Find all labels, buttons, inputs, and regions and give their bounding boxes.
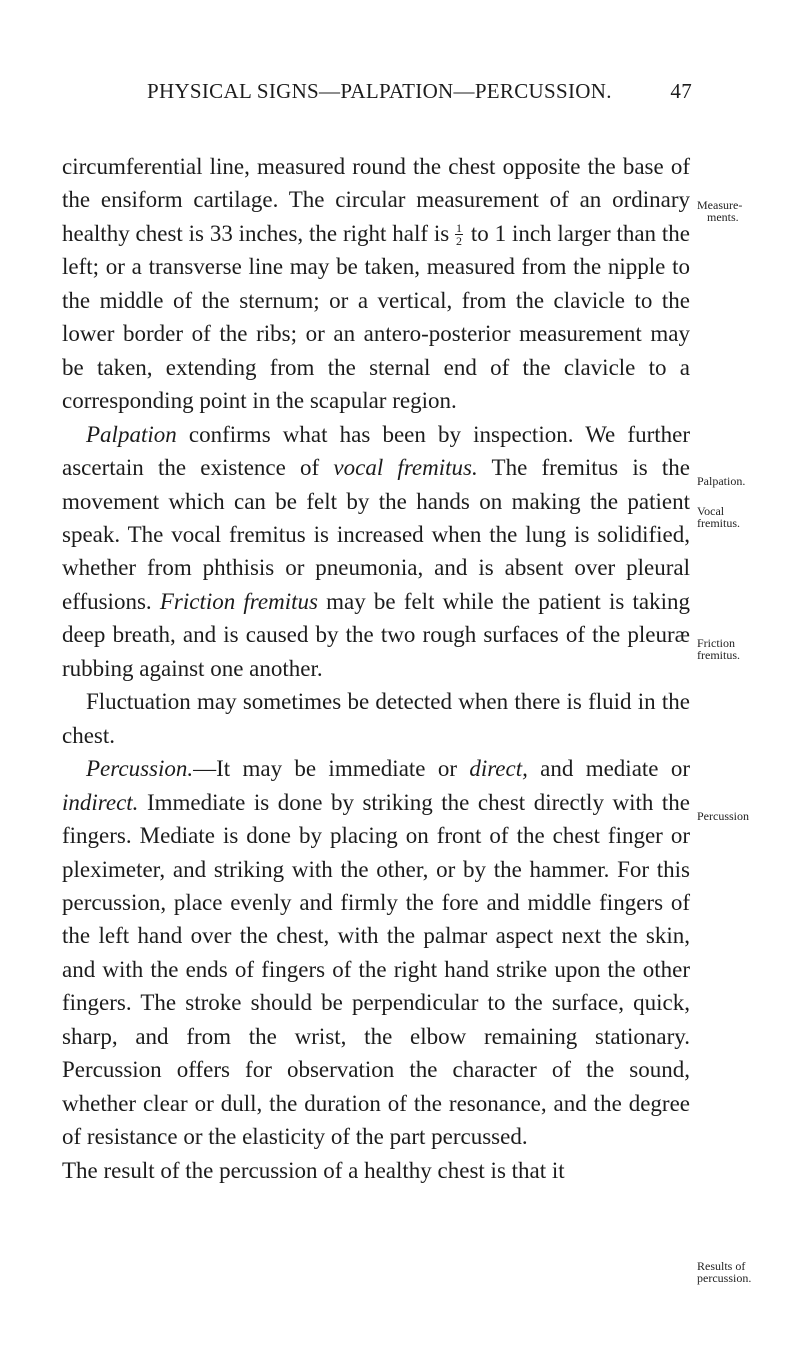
text-run: The fremitus is the movement which can be felt by the hands on making the patient speak. The vocal fremitus is increased when the lung is solidified, whether from phthisis or pneumonia, and is absent over pleural effusions. <box>62 455 691 614</box>
text-run: and mediate or <box>527 756 690 782</box>
sidenote-measurements <box>697 199 797 223</box>
sidenote-line: Vocal <box>697 504 725 518</box>
sidenote-line: Percussion <box>697 809 749 823</box>
sidenote-line: Palpation. <box>697 474 746 488</box>
text-run: Immediate is done by striking the chest directly with the fingers. Mediate is done by placing on front of the chest finger or pleximeter, and striking with the other, or by the hammer. For this percussion, place evenly and firmly the fore and middle fingers of the left hand over the chest, with the palmar aspect next the skin, and with the ends of fingers of the right hand strike upon the other fingers. The stroke should be perpendicular to the surface, quick, sharp, and from the wrist, the elbow remaining stationary. Percussion offers for observation the character of the sound, whether clear or dull, the duration of the resonance, and the degree of resistance or the elasticity of the part percussed. <box>62 789 690 1150</box>
sidenote-percussion <box>697 810 797 822</box>
sidenote-friction-fremitus <box>697 637 797 661</box>
fraction-numerator: 1 <box>456 221 463 236</box>
sidenote-results-of-percussion <box>697 1260 797 1284</box>
sidenote-line: percussion. <box>697 1271 752 1285</box>
term-direct: direct, <box>469 756 528 782</box>
term-friction-fremitus: Friction fremitus <box>159 588 318 614</box>
term-vocal-fremitus: vocal fremitus. <box>333 455 478 481</box>
term-palpation: Palpation <box>86 421 177 447</box>
fraction-half <box>455 222 463 247</box>
sidenote-line: ments. <box>707 210 739 224</box>
body-text <box>62 150 690 1187</box>
paragraph-palpation <box>62 418 690 686</box>
paragraph-percussion <box>62 752 690 1153</box>
text-run: confirms what has been by inspection. We further ascertain the existence of <box>62 421 690 481</box>
fraction-denominator: 2 <box>456 234 463 249</box>
sidenote-line: Friction <box>697 636 735 650</box>
sidenote-line: fremitus. <box>697 516 740 530</box>
paragraph-measurements <box>62 150 690 418</box>
text-run: to 1 inch larger than the left; or a transverse line may be taken, measured from the nipple to the middle of the sternum; or a vertical, from the clavicle to the lower border of the ribs; or an antero-posterior measurement may be taken, extending from the sternal end of the clavicle to a corresponding point in the scapular region. <box>62 220 690 414</box>
sidenote-vocal-fremitus <box>697 505 797 529</box>
text-run: may be felt while the patient is taking deep breath, and is caused by the two rough surfaces of the pleuræ rubbing against one another. <box>62 588 690 681</box>
sidenote-line: Results of <box>697 1259 746 1273</box>
page-number: 47 <box>670 79 692 103</box>
term-percussion: Percussion. <box>86 756 194 782</box>
sidenote-line: fremitus. <box>697 648 740 662</box>
sidenote-palpation <box>697 475 797 487</box>
paragraph-fluctuation: Fluctuation may sometimes be detected when there is fluid in the chest. <box>62 689 690 748</box>
term-indirect: indirect. <box>62 789 139 815</box>
text-run: —It may be immediate or <box>193 756 470 782</box>
running-head-title: PHYSICAL SIGNS—PALPATION—PERCUSSION. <box>147 79 612 103</box>
sidenote-line: Measure- <box>697 198 743 212</box>
text-run: circumferential line, measured round the chest opposite the base of the ensiform cartilage. The circular measurement of an ordinary healthy chest is 33 inches, the right half is <box>62 154 690 246</box>
running-head <box>147 79 692 109</box>
paragraph-results: The result of the percussion of a healthy chest is that it <box>62 1157 565 1183</box>
